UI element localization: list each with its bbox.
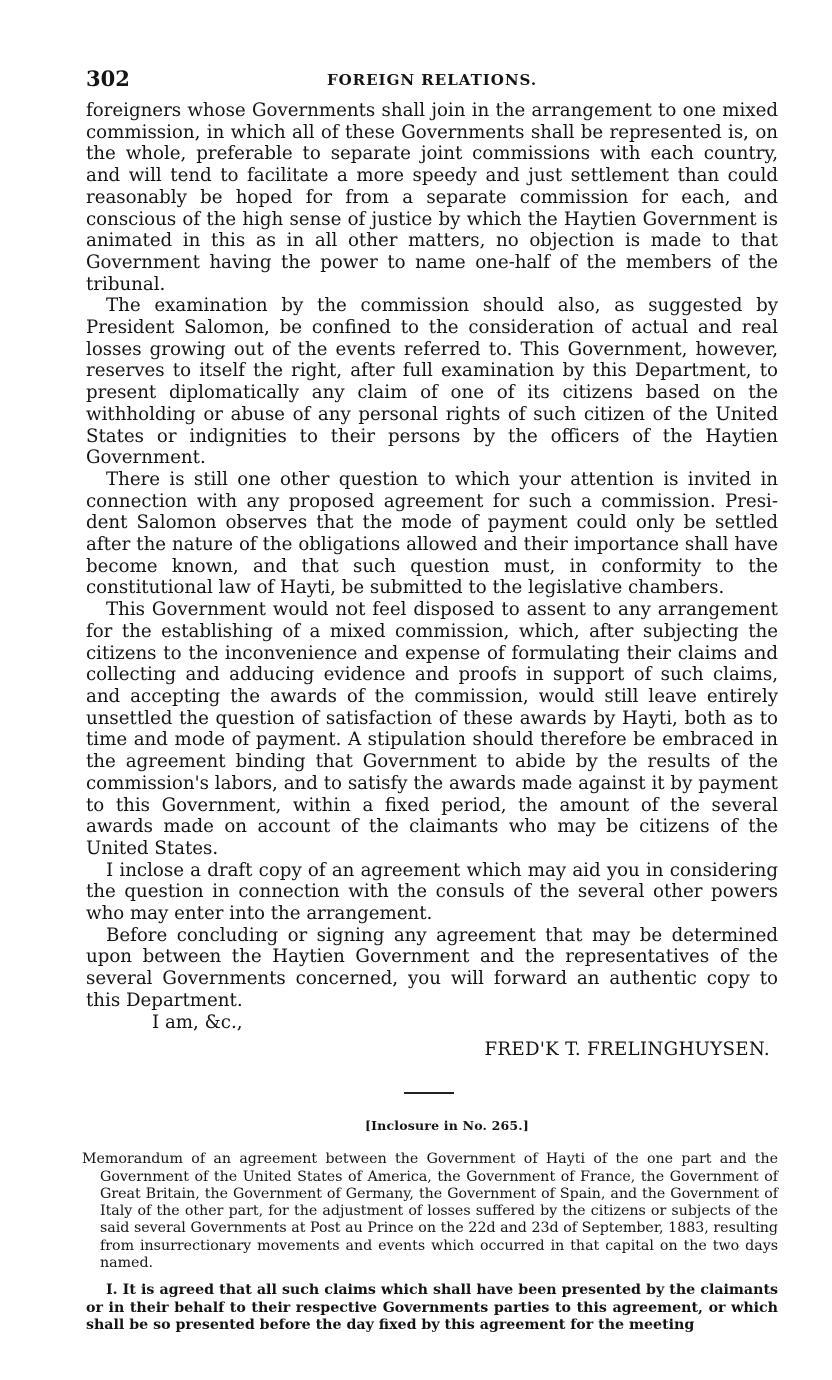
memorandum-heading: Memorandum of an agreement between the Government of Hayti of the one part and the Government of the United States of America, the Government of France, the Government of Great Britain, the Government of Germany, the Government of Spain, and the Government of Italy of the other part, for the adjustment of losses suffered by the citizens or subjects of the said several Governments at Post au Prince on the 22d and 23d of September, 1883, resulting from insurrectionary movements and events which occurred in that capital on the two days named. — [82, 1151, 778, 1272]
paragraph-6: Before concluding or signing any agreement that may be determined upon between the Haytien Government and the representatives of the several Governments concerned, you will forward an authentic copy to this Department. — [86, 924, 778, 1011]
paragraph-5: I inclose a draft copy of an agreement which may aid you in considering the question in connection with the consuls of the several other powers who may enter into the arrangement. — [86, 859, 778, 925]
paragraph-1: foreigners whose Governments shall join in the arrangement to one mixed commission, in which all of these Governments shall be represented is, on the whole, preferable to separate joint commissions with each country, and will tend to facilitate a more speedy and just settlement than could reasonably be hoped for from a separate commission for each, and conscious of the high sense of justice by which the Haytien Government is animated in this as in all other matters, no objection is made to that Government having the power to name one-half of the members of the tribunal. — [86, 100, 778, 295]
signature: FRED'K T. FRELINGHUYSEN. — [484, 1038, 770, 1060]
paragraph-2: The examination by the commission should also, as suggested by President Salomon, be confined to the consideration of actual and real losses growing out of the events referred to. This Government, however, reserves to itself the right, after full examination by this Department, to present diplomatically any claim of one of its citizens based on the withholding or abuse of any personal rights of such citizen of the United States or indignities to their persons by the officers of the Haytien Government. — [86, 295, 778, 469]
document-page — [82, 66, 778, 1334]
article-1: I. It is agreed that all such claims which shall have been presented by the claimants or in their behalf to their respective Governments parties to this agreement, or which shall be so presented before the day fixed by this agreement for the meeting — [86, 1282, 778, 1333]
page-number: 302 — [86, 66, 130, 91]
letter-body — [86, 100, 778, 1012]
section-divider — [404, 1092, 454, 1094]
paragraph-3: There is still one other question to which your attention is invited in connection with any proposed agreement for such a commission. President Salomon observes that the mode of payment could only be settled after the nature of the obligations allowed and their importance shall have become known, and that such question must, in conformity to the constitutional law of Hayti, be submitted to the legislative chambers. — [86, 468, 778, 599]
page-header — [86, 66, 778, 100]
inclosure-label: [Inclosure in No. 265.] — [365, 1118, 529, 1134]
closing-salutation: I am, &c., — [152, 1011, 243, 1033]
paragraph-4: This Government would not feel disposed to assent to any arrangement for the establishing of a mixed commission, which, after subjecting the citizens to the inconvenience and expense of formulating their claims and collecting and adducing evidence and proofs in support of such claims, and accepting the awards of the commission, would still leave entirely unsettled the question of satisfaction of these awards by Hayti, both as to time and mode of payment. A stipulation should therefore be embraced in the agreement binding that Government to abide by the results of the commission's labors, and to satisfy the awards made against it by payment to this Government, within a fixed period, the amount of the several awards made on account of the claimants who may be citizens of the United States. — [86, 599, 778, 859]
running-head: FOREIGN RELATIONS. — [326, 71, 538, 89]
